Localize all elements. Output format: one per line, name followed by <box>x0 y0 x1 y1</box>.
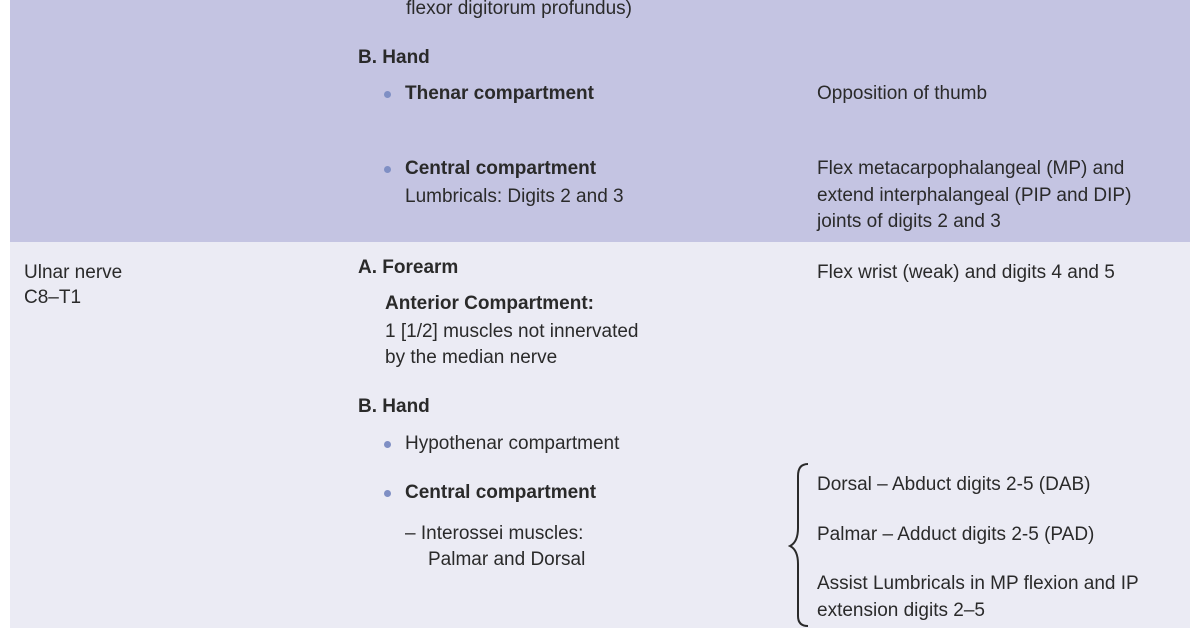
anterior-compartment-label: Anterior Compartment: <box>385 293 595 314</box>
ulnar-nerve-name: Ulnar nerve <box>24 262 123 283</box>
anterior-line-2: by the median nerve <box>385 347 558 368</box>
median-central-compartment-label: Central compartment <box>405 158 597 179</box>
dorsal-action-text: Dorsal – Abduct digits 2-5 (DAB) <box>817 474 1091 495</box>
central-action-line-1: Flex metacarpophalangeal (MP) and <box>817 158 1125 179</box>
assist-action-line-2: extension digits 2–5 <box>817 600 985 621</box>
lumbricals-text: Lumbricals: Digits 2 and 3 <box>405 186 624 207</box>
bullet-icon <box>384 490 391 497</box>
ulnar-central-compartment-label: Central compartment <box>405 482 597 503</box>
thenar-compartment-label: Thenar compartment <box>405 83 594 104</box>
hypothenar-compartment-label: Hypothenar compartment <box>405 433 620 454</box>
interossei-label: – Interossei muscles: <box>405 523 584 544</box>
ulnar-hand-heading: B. Hand <box>358 396 430 417</box>
bullet-icon <box>384 441 391 448</box>
central-action-line-2: extend interphalangeal (PIP and DIP) <box>817 185 1132 206</box>
anterior-line-1: 1 [1/2] muscles not innervated <box>385 321 639 342</box>
interossei-sub: Palmar and Dorsal <box>428 549 586 570</box>
ulnar-forearm-heading: A. Forearm <box>358 257 459 278</box>
forearm-action-text: Flex wrist (weak) and digits 4 and 5 <box>817 262 1115 283</box>
bullet-icon <box>384 91 391 98</box>
curly-brace-icon <box>788 462 812 628</box>
assist-action-line-1: Assist Lumbricals in MP flexion and IP <box>817 573 1139 594</box>
central-action-line-3: joints of digits 2 and 3 <box>817 211 1001 232</box>
median-hand-heading: B. Hand <box>358 47 430 68</box>
fdp-continuation-text: flexor digitorum profundus) <box>406 0 632 19</box>
palmar-action-text: Palmar – Adduct digits 2-5 (PAD) <box>817 524 1095 545</box>
thenar-action-text: Opposition of thumb <box>817 83 988 104</box>
bullet-icon <box>384 166 391 173</box>
ulnar-nerve-roots: C8–T1 <box>24 287 82 308</box>
